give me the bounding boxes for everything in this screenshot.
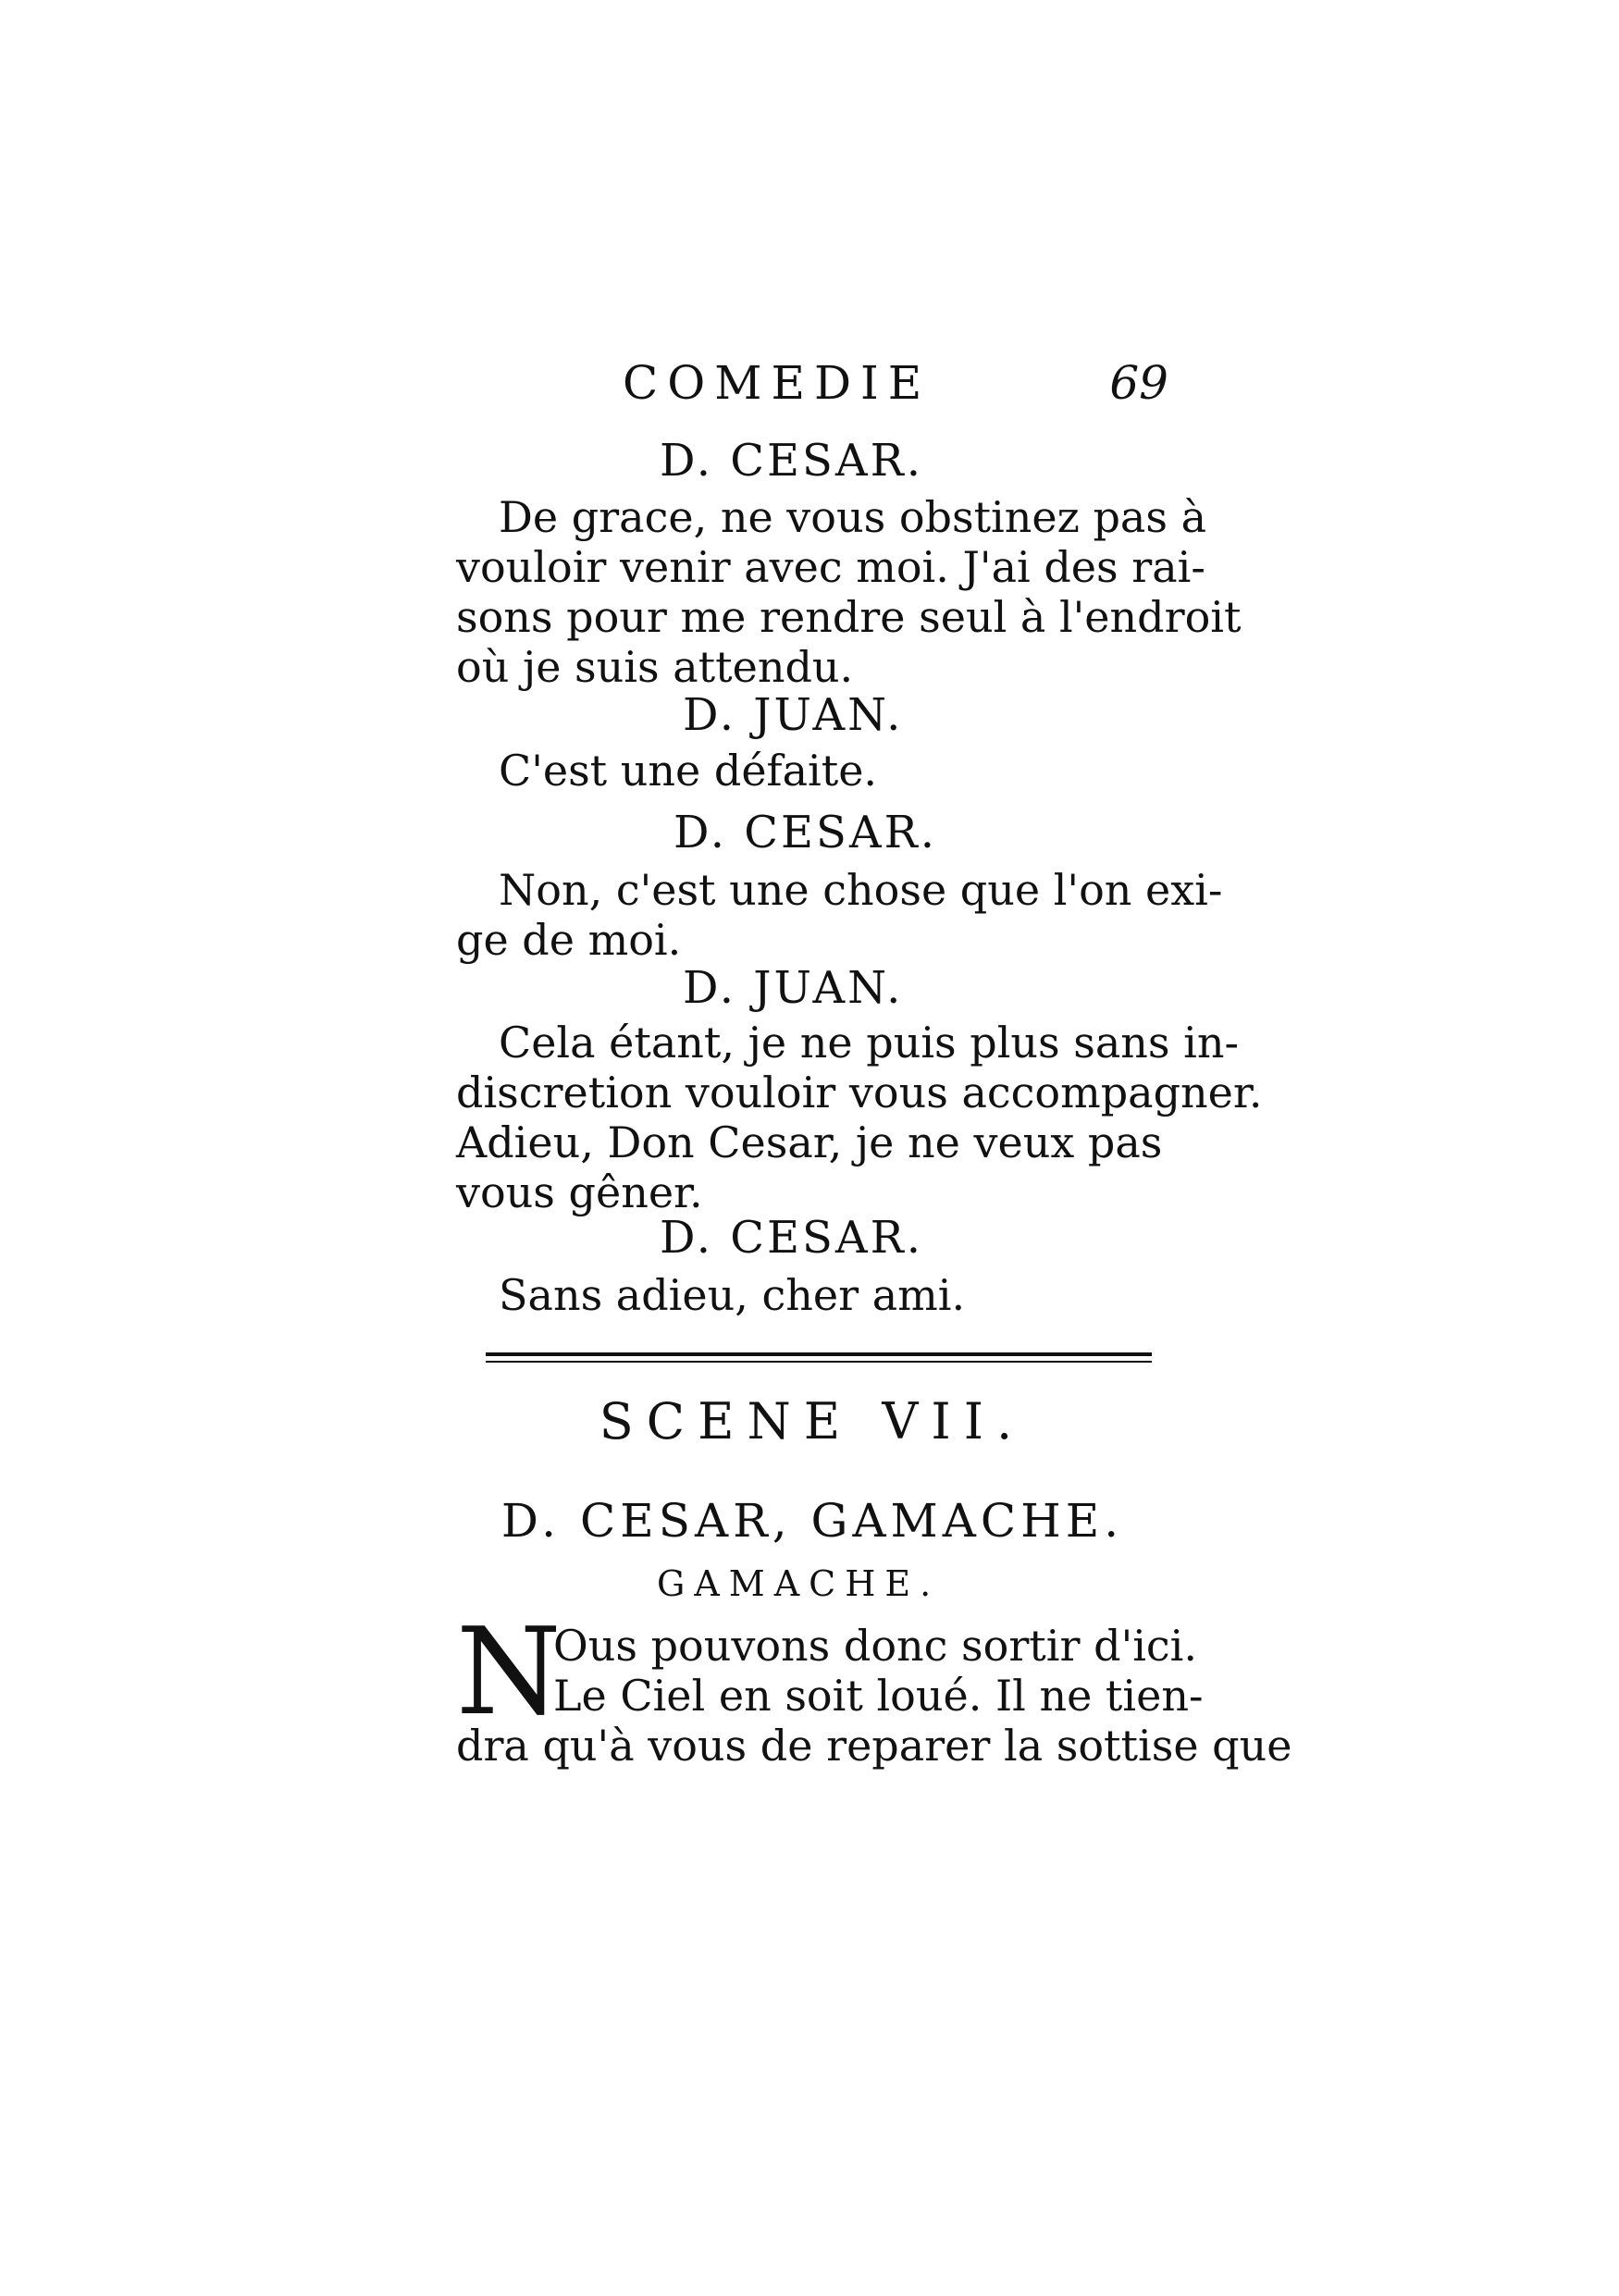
speaker-label: GAMACHE.	[657, 1563, 941, 1604]
speaker-label: D. CESAR.	[674, 807, 937, 858]
drop-cap: N	[456, 1601, 562, 1742]
speaker-label: D. JUAN.	[683, 689, 904, 741]
text-line: Le Ciel en soit loué. Il ne tien-	[553, 1671, 1204, 1721]
speech-paragraph	[456, 1270, 1168, 1320]
speech-paragraph	[456, 1018, 1263, 1217]
text-line: où je suis attendu.	[456, 642, 854, 692]
scene-continuation	[456, 1721, 1292, 1771]
scene-characters: D. CESAR, GAMACHE.	[501, 1494, 1124, 1548]
text-line: Sans adieu, cher ami.	[499, 1270, 966, 1320]
running-title: COMEDIE	[623, 356, 932, 410]
speaker-label: D. JUAN.	[683, 962, 904, 1014]
text-line: Cela étant, je ne puis plus sans in-	[499, 1018, 1240, 1068]
speech-paragraph	[456, 492, 1242, 692]
text-line: Ous pouvons donc sortir d'ici.	[553, 1621, 1198, 1671]
text-line: vouloir venir avec moi. J'ai des rai-	[456, 542, 1205, 592]
text-line: ge de moi.	[456, 915, 682, 965]
text-line: Adieu, Don Cesar, je ne veux pas	[456, 1117, 1163, 1167]
scene-title: SCENE VII.	[599, 1392, 1026, 1450]
text-line: vous gêner.	[456, 1167, 703, 1217]
text-line: dra qu'à vous de reparer la sottise que	[456, 1721, 1292, 1771]
page-number: 69	[1109, 356, 1168, 410]
text-line: Non, c'est une chose que l'on exi-	[499, 865, 1223, 915]
speech-paragraph	[456, 865, 1223, 965]
text-line: C'est une défaite.	[499, 746, 878, 796]
text-line: De grace, ne vous obstinez pas à	[499, 492, 1206, 542]
text-line: sons pour me rendre seul à l'endroit	[456, 592, 1242, 642]
speaker-label: D. CESAR.	[660, 1212, 923, 1264]
scene-opening-lines	[553, 1621, 1204, 1721]
scene-divider-rule	[486, 1352, 1152, 1356]
text-line: discretion vouloir vous accompagner.	[456, 1068, 1263, 1117]
speech-paragraph	[456, 746, 1168, 796]
speaker-label: D. CESAR.	[660, 435, 923, 487]
running-head	[456, 356, 1168, 421]
